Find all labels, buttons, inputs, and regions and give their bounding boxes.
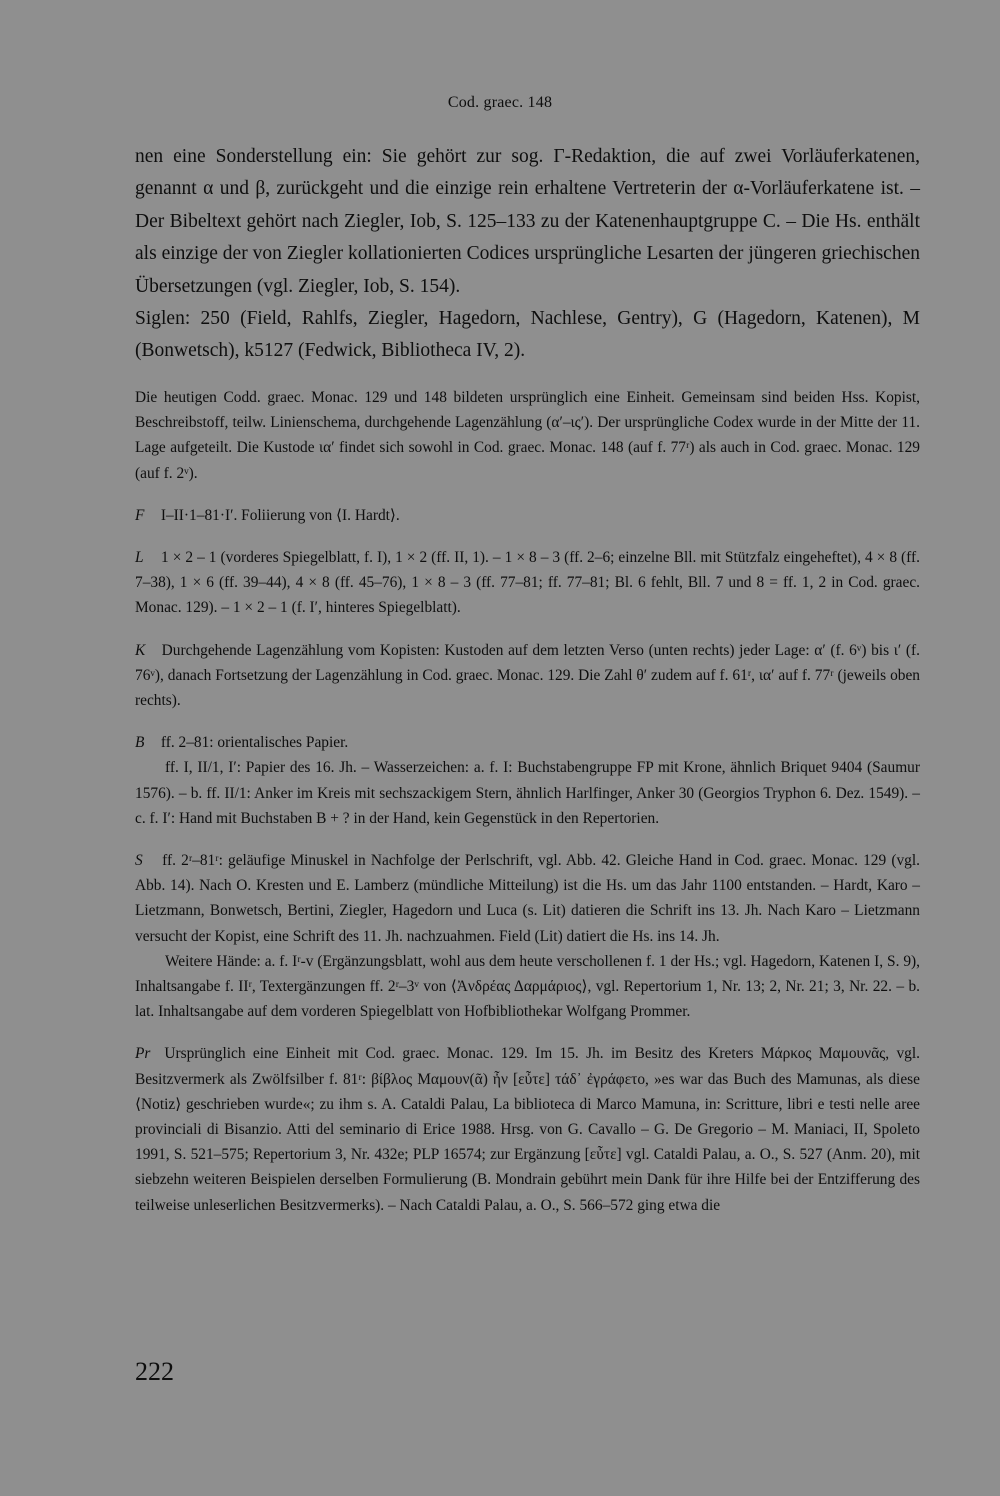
section-label-l: L <box>135 549 144 567</box>
section-text-s: ff. 2ʳ–81ʳ: geläufige Minuskel in Nachfolge der Perlschrift, vgl. Abb. 42. Gleiche Hand in Cod. graec. Monac. 129 (vgl. Abb. 14). Nach O. Kresten und E. Lamberz (mündliche Mitteilung) ist die Hs. um das Jahr 1100 entstanden. – Hardt, Karo – Lietzmann, Bonwetsch, Bertini, Ziegler, Hagedorn und Luca (s. Lit) datieren die Schrift ins 13. Jh. Nach Karo – Lietzmann versucht der Kopist, eine Schrift des 11. Jh. nachzuahmen. Field (Lit) datiert die Hs. ins 14. Jh. <box>135 852 920 945</box>
section-b <box>135 730 920 755</box>
section-text-b: ff. 2–81: orientalisches Papier. <box>160 734 349 752</box>
unity-note: Die heutigen Codd. graec. Monac. 129 und 148 bildeten ursprünglich eine Einheit. Gemeinsam sind beiden Hss. Kopist, Beschreibstoff, teilw. Linienschema, durchgehende Lagenzählung (α′–ις′). Der ursprüngliche Codex wurde in der Mitte der 11. Lage aufgeteilt. Die Kustode ια′ findet sich sowohl in Cod. graec. Monac. 148 (auf f. 77ʳ) als auch in Cod. graec. Monac. 129 (auf f. 2ᵛ). <box>135 389 920 482</box>
section-text-k: Durchgehende Lagenzählung vom Kopisten: Kustoden auf dem letzten Verso (unten rechts) jeder Lage: α′ (f. 6ᵛ) bis ι′ (f. 76ᵛ), danach Fortsetzung der Lagenzählung in Cod. graec. Monac. 129. Die Zahl θ′ zudem auf f. 61ʳ, ια′ auf f. 77ʳ (jeweils oben rechts). <box>135 641 920 710</box>
section-label-k: K <box>135 641 146 659</box>
section-s <box>135 848 920 949</box>
running-head: Cod. graec. 148 <box>447 94 553 111</box>
notes-section <box>135 385 920 1235</box>
section-text-f: I–II·1–81·I′. Foliierung von ⟨I. Hardt⟩. <box>160 506 400 524</box>
section-l <box>135 545 920 621</box>
page-number: 222 <box>135 1357 174 1386</box>
section-label-s: S <box>135 852 143 870</box>
section-pr <box>135 1041 920 1217</box>
intro-paragraph: nen eine Sonderstellung ein: Sie gehört zur sog. Γ-Redaktion, die auf zwei Vorläuferkatenen, genannt α und β, zurückgeht und die einzige rein erhaltene Vertreterin der α-Vorläuferkatene ist. – Der Bibeltext gehört nach Ziegler, Iob, S. 125–133 zu der Katenenhauptgruppe C. – Die Hs. enthält als einzige der von Ziegler kollationierten Codices ursprüngliche Lesarten der jüngeren griechischen Übersetzungen (vgl. Ziegler, Iob, S. 154). <box>135 146 920 297</box>
section-k <box>135 638 920 714</box>
section-label-b: B <box>135 734 145 752</box>
section-text-l: 1 × 2 – 1 (vorderes Spiegelblatt, f. I), 1 × 2 (ff. II, 1). – 1 × 8 – 3 (ff. 2–6; einzelne Bll. mit Stützfalz eingeheftet), 4 × 8 (ff. 7–38), 1 × 6 (ff. 39–44), 4 × 8 (ff. 45–76), 1 × 8 – 3 (ff. 77–81; ff. 77–81; Bl. 6 fehlt, Bll. 7 und 8 = ff. 1, 2 in Cod. graec. Monac. 129). – 1 × 2 – 1 (f. I′, hinteres Spiegelblatt). <box>135 549 920 617</box>
section-f <box>135 503 920 528</box>
section-text-pr: Ursprünglich eine Einheit mit Cod. graec. Monac. 129. Im 15. Jh. im Besitz des Kreters Μάρκος Μαμουνᾶς, vgl. Besitzvermerk als Zwölfsilber f. 81ʳ: βίβλος Μαμουν(ᾶ) ἦν [εὖτε] τάδ᾿ ἐγράφετο, »es war das Buch des Mamunas, als diese ⟨Notiz⟩ geschrieben wurde«; zu ihm s. A. Cataldi Palau, La biblioteca di Marco Mamuna, in: Scritture, libri e testi nelle aree provinciali di Bisanzio. Atti del seminario di Erice 1988. Hrsg. von G. Cavallo – G. De Gregorio – M. Maniaci, II, Spoleto 1991, S. 521–575; Repertorium 3, Nr. 432e; PLP 16574; zur Ergänzung [εὖτε] vgl. Cataldi Palau, a. O., S. 527 (Anm. 20), mit siebzehn weiteren Beispielen derselben Formulierung (B. Mondrain gebührt mein Dank für ihre Hilfe bei der Entzifferung des teilweise unleserlichen Besitzvermerks). – Nach Cataldi Palau, a. O., S. 566–572 ging etwa die <box>135 1045 920 1214</box>
section-s-other-hands: Weitere Hände: a. f. Iʳ-v (Ergänzungsblatt, wohl aus dem heute verschollenen f. 1 der Hs.; vgl. Hagedorn, Katenen I, S. 9), Inhaltsangabe f. IIʳ, Textergänzungen ff. 2ʳ–3ᵛ von ⟨Ἀνδρέας Δαρμάριος⟩, vgl. Repertorium 1, Nr. 13; 2, Nr. 21; 3, Nr. 22. – b. lat. Inhaltsangabe auf dem vorderen Spiegelblatt von Hofbibliothekar Wolfgang Prommer. <box>135 952 920 1021</box>
sigla-paragraph: Siglen: 250 (Field, Rahlfs, Ziegler, Hagedorn, Nachlese, Gentry), G (Hagedorn, Katenen), M (Bonwetsch), k5127 (Fedwick, Bibliotheca IV, 2). <box>135 308 920 362</box>
intro-section <box>135 141 920 368</box>
section-label-f: F <box>135 506 145 524</box>
section-label-pr: Pr <box>135 1045 151 1063</box>
section-b-watermarks: ff. I, II/1, I′: Papier des 16. Jh. – Wasserzeichen: a. f. I: Buchstabengruppe FP mit Krone, ähnlich Briquet 9404 (Saumur 1576). – b. ff. II/1: Anker im Kreis mit sechszackigem Stern, ähnlich Harlfinger, Anker 30 (Georgios Tryphon 6. Dez. 1549). – c. f. I′: Hand mit Buchstaben B + ? in der Hand, kein Gegenstück in den Repertorien. <box>135 759 920 827</box>
